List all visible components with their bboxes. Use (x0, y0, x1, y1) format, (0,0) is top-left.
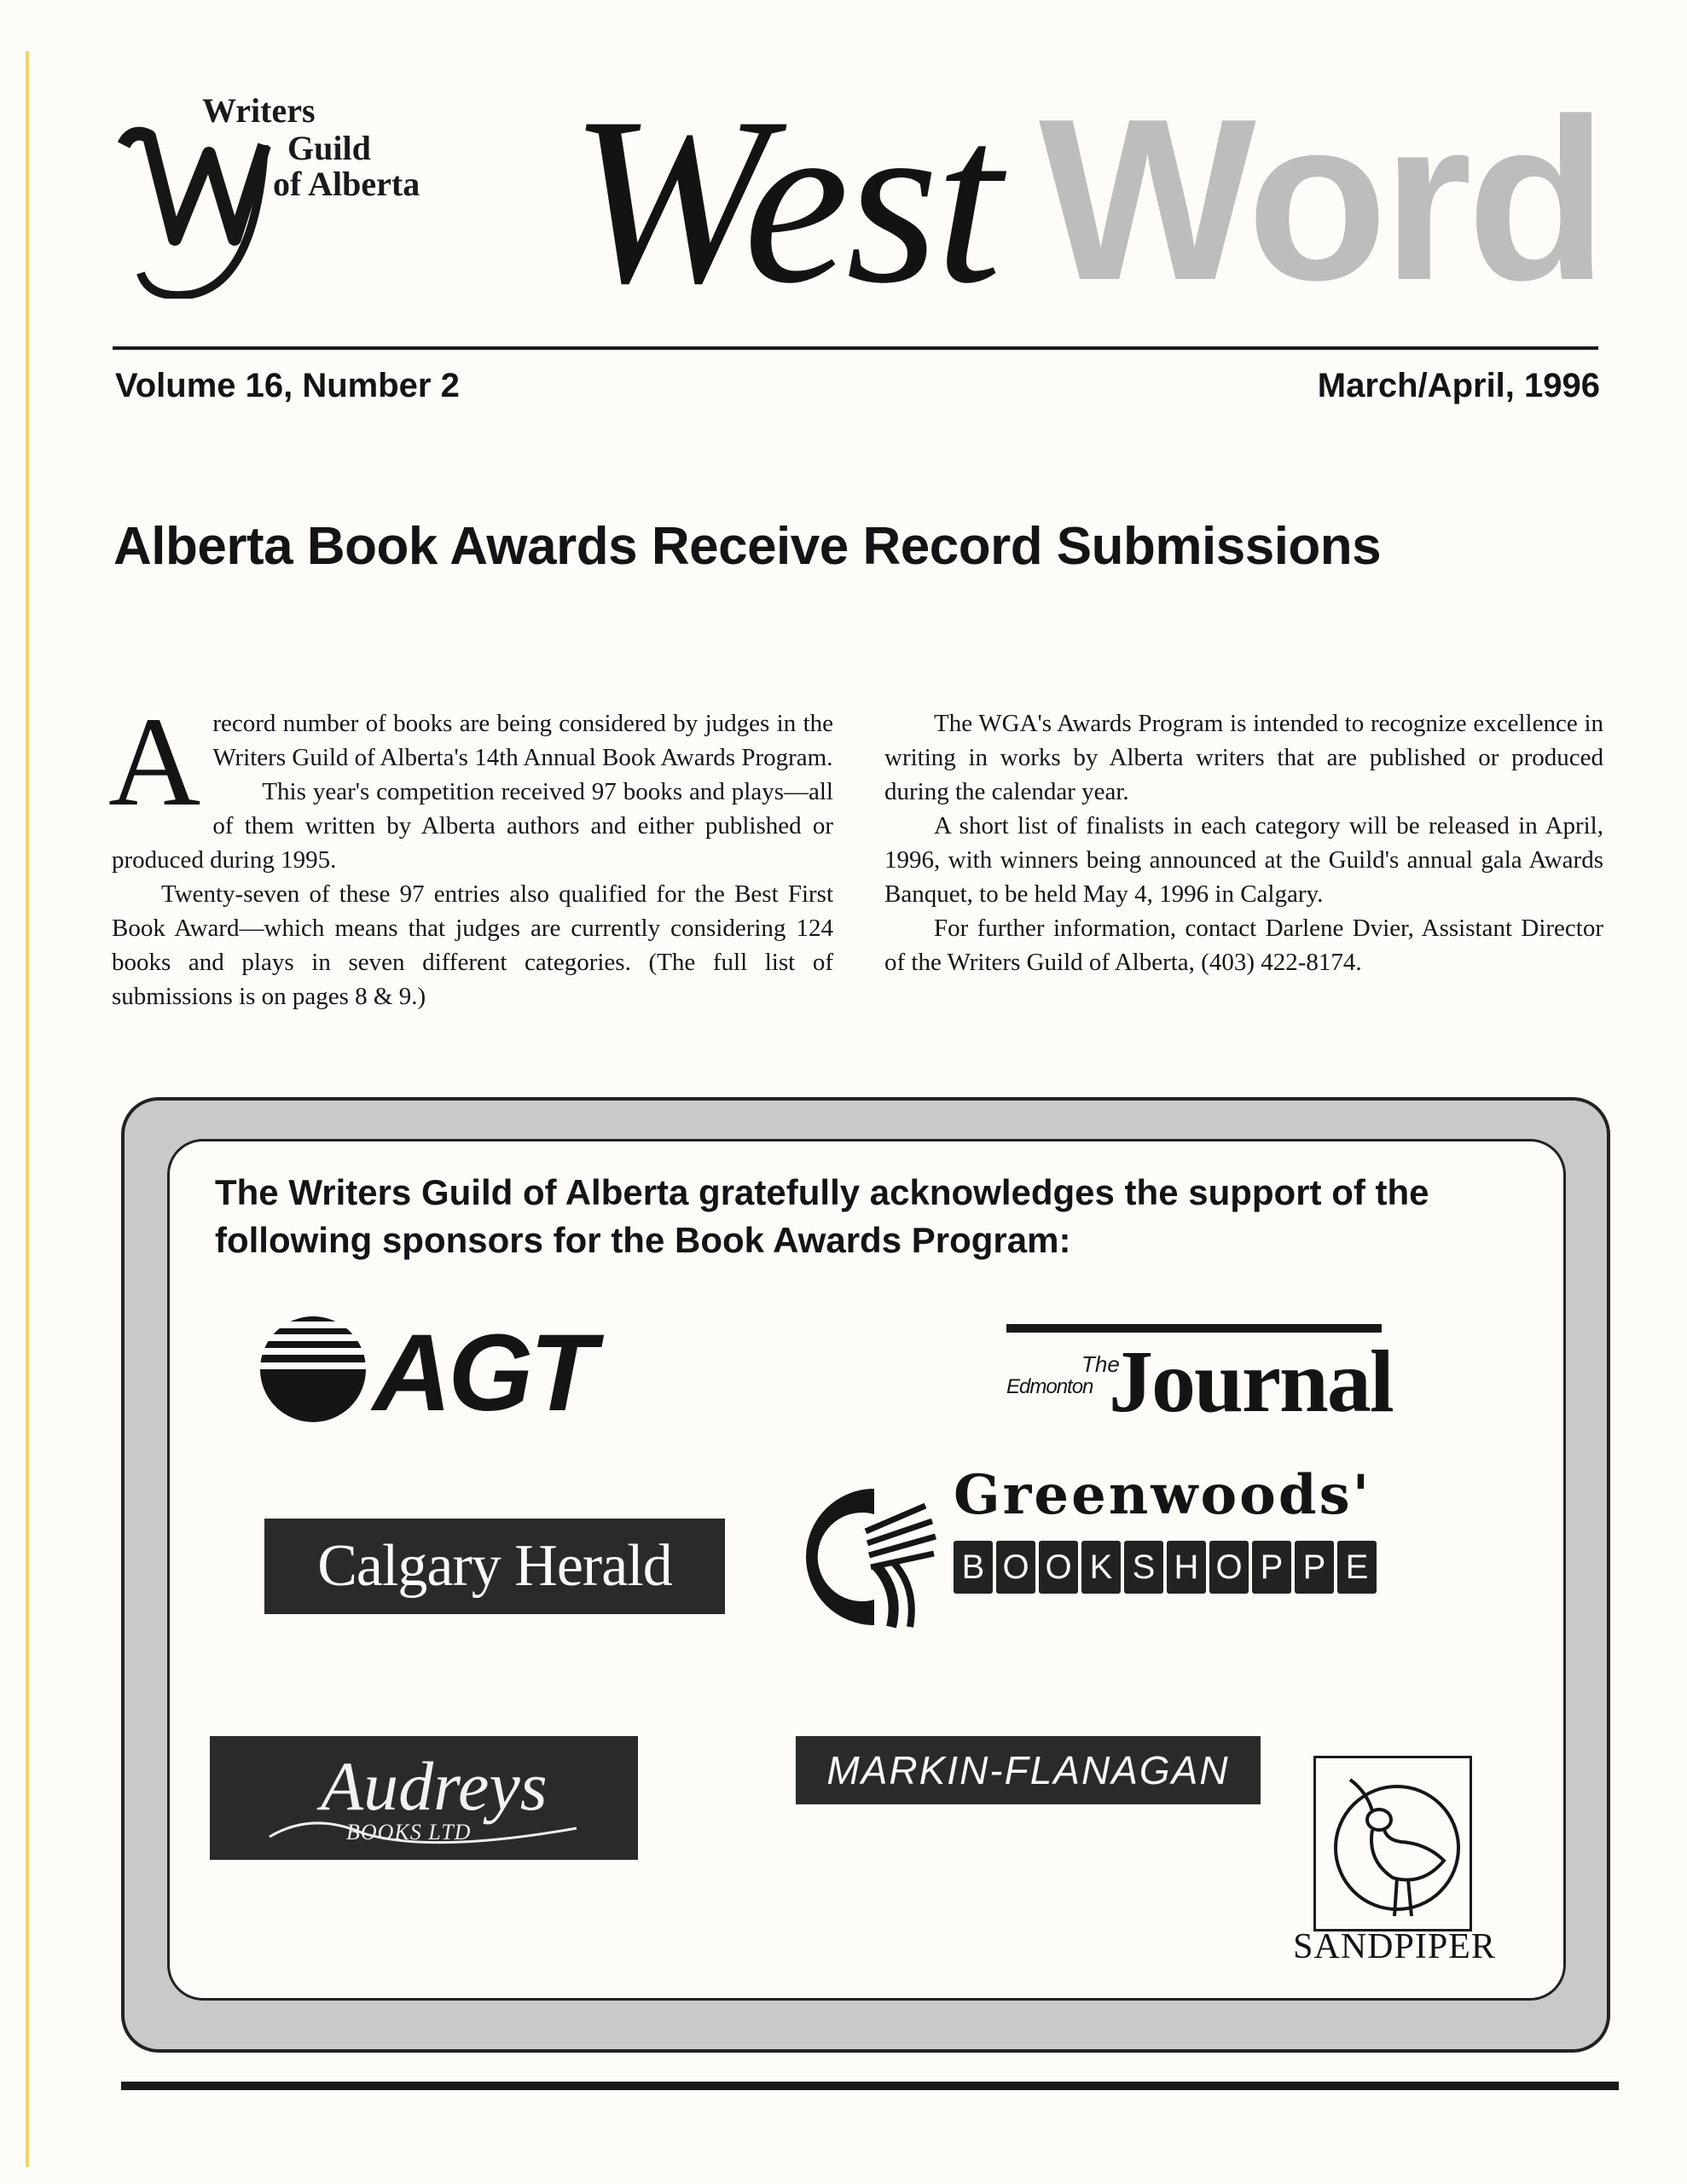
greenwoods-name: Greenwoods' (954, 1463, 1372, 1527)
agt-wordmark: AGT (373, 1312, 594, 1429)
article-paragraph: For further information, contact Darlene Dvier, Assistant Director of the Writers Guild of Alberta, (403) 422-8174. (884, 915, 1603, 976)
agt-logo (260, 1310, 670, 1429)
writers-guild-logo (115, 91, 499, 307)
sandpiper-name: SANDPIPER (1293, 1927, 1496, 1966)
issue-volume: Volume 16, Number 2 (115, 367, 460, 404)
audreys-name: Audreys (321, 1747, 548, 1825)
logo-writers: Writers (202, 91, 316, 130)
journal-edmonton: Edmonton (1006, 1375, 1093, 1398)
bookshoppe-letter: P (1252, 1541, 1291, 1594)
journal-bar (1006, 1324, 1382, 1333)
bookshoppe-letter: O (1209, 1541, 1249, 1594)
drop-cap: A (108, 691, 201, 833)
article-paragraph: A short list of finalists in each category will be released in April, 1996, with winners being announced at the Guild's annual gala Awards Banquet, to be held May 4, 1996 in Calgary. (884, 812, 1603, 908)
bookshoppe-letter: S (1124, 1541, 1163, 1594)
greenwoods-reader-icon (797, 1480, 951, 1634)
bookshoppe-letter: B (954, 1541, 993, 1594)
article-headline: Alberta Book Awards Receive Record Submissions (113, 517, 1382, 576)
sandpiper-logo-frame (1313, 1756, 1472, 1931)
markin-flanagan-logo: MARKIN-FLANAGAN (796, 1736, 1261, 1804)
footer-rule (121, 2082, 1619, 2090)
title-west: West (570, 67, 999, 333)
journal-the: The (1081, 1351, 1120, 1377)
bookshoppe-letter: O (1039, 1541, 1078, 1594)
bookshoppe-letter: E (1337, 1541, 1377, 1594)
calgary-herald-logo: Calgary Herald (264, 1519, 725, 1614)
article-paragraph: This year's competition received 97 books and plays—all of them written by Alberta authors and either published or produced during 1995. (112, 778, 833, 874)
page-edge-line (26, 51, 29, 2167)
edmonton-journal-logo (1006, 1324, 1393, 1431)
article-column-right (884, 706, 1603, 979)
bookshoppe-letter: K (1081, 1541, 1121, 1594)
logo-of-alberta: of Alberta (273, 165, 420, 203)
audreys-books: BOOKS LTD (346, 1820, 472, 1844)
wg-monogram-icon (115, 111, 294, 299)
bookshoppe-tiles (954, 1541, 1380, 1594)
journal-name: Journal (1109, 1333, 1393, 1431)
issue-date: March/April, 1996 (1317, 367, 1600, 404)
sandpiper-bird-icon (1316, 1758, 1470, 1929)
bookshoppe-letter: O (996, 1541, 1035, 1594)
masthead-rule (113, 346, 1598, 350)
title-word: Word (1039, 72, 1603, 328)
sponsor-acknowledgement: The Writers Guild of Alberta gratefully acknowledges the support of the following sponsors for the Book Awards Program: (215, 1172, 1429, 1260)
audreys-books-logo (210, 1736, 638, 1860)
article-paragraph: Twenty-seven of these 97 entries also qualified for the Best First Book Award—which means that judges are currently considering 124 books and plays in seven different categories. (The full list of submissions is on pages 8 & 9.) (112, 880, 833, 1010)
article-column-left (108, 691, 833, 1014)
bookshoppe-letter: H (1167, 1541, 1206, 1594)
logo-guild: Guild (287, 129, 371, 167)
bookshoppe-letter: P (1295, 1541, 1334, 1594)
article-paragraph: A record number of books are being considered by judges in the Writers Guild of Alberta's 14th Annual Book Awards Program. (108, 691, 833, 833)
article-paragraph: The WGA's Awards Program is intended to recognize excellence in writing in works by Alberta writers that are published or produced during the calendar year. (884, 710, 1603, 805)
